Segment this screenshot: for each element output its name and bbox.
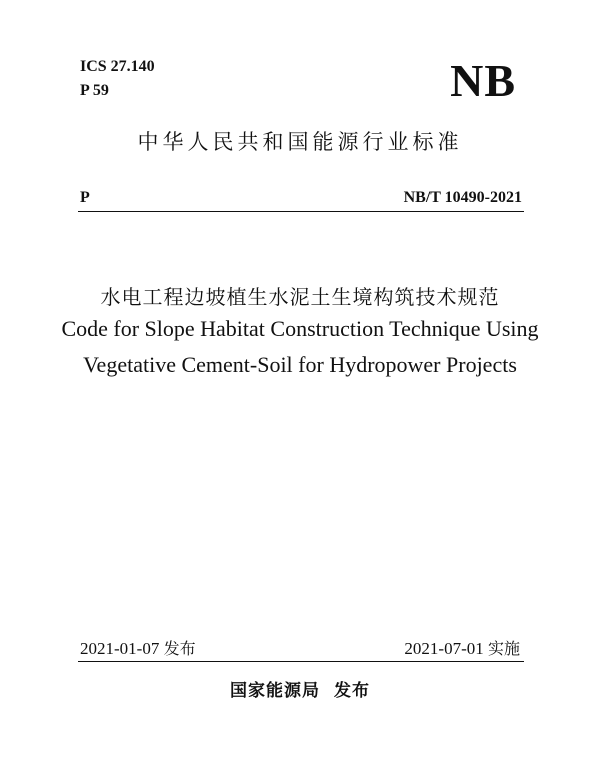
standard-category-title: 中华人民共和国能源行业标准 [137,130,463,154]
document-title-chinese: 水电工程边坡植生水泥土生境构筑技术规范 [100,285,500,309]
issuer-action: 发布 [334,681,370,701]
classification-code: P 59 [80,82,109,99]
ics-code: ICS 27.140 [80,58,155,75]
implementation-date: 2021-07-01 [404,639,484,658]
implementation-date-block [404,636,520,659]
issuer-name: 国家能源局 [230,681,320,701]
issue-date: 2021-01-07 [80,639,160,658]
document-title-english-line-1: Code for Slope Habitat Construction Technique Using [61,316,539,341]
top-divider [78,211,524,212]
implementation-label: 实施 [487,639,520,658]
issue-date-block [80,636,196,659]
standard-number: NB/T 10490-2021 [403,189,522,206]
nb-logo: NB [450,55,516,106]
bottom-divider [78,661,524,662]
document-title-english-line-2: Vegetative Cement-Soil for Hydropower Projects [83,352,517,377]
category-letter: P [80,189,90,206]
issue-label: 发布 [163,639,196,658]
issuer-line [0,676,600,701]
